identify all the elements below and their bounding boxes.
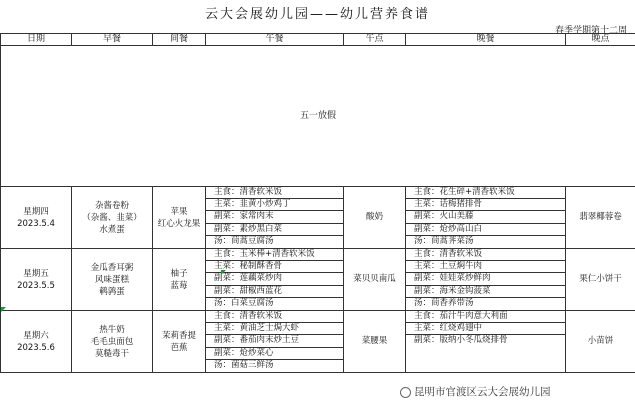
afternoon-cell: 菜贝贝南瓜 — [344, 249, 406, 311]
weekday: 星期四 — [23, 206, 49, 217]
breakfast-item: 风味蛋糕 — [94, 274, 129, 285]
day-row-fri — [1, 249, 635, 311]
menu-table — [0, 33, 635, 373]
snack-item: 红心火龙果 — [157, 218, 201, 229]
lunch-cell — [206, 249, 344, 311]
dinner-item: 主菜：话梅猪排骨 — [406, 199, 565, 211]
breakfast-item: 鹌鹑蛋 — [99, 286, 125, 297]
dinner-item: 主菜：红烧鸡翅中 — [406, 323, 565, 335]
dinner-cell — [406, 187, 566, 249]
lunch-item: 副菜：甜椒西蓝花 — [206, 286, 343, 298]
evening-cell: 小苗饼 — [566, 311, 635, 373]
day-row-sat — [1, 311, 635, 373]
weekday: 星期六 — [23, 330, 49, 341]
lunch-item: 主菜：秘制酥香骨 — [206, 261, 343, 273]
lunch-item: 副菜：番茄肉末炒土豆 — [206, 335, 343, 347]
date: 2023.5.5 — [17, 280, 55, 291]
snack-item: 柚子 — [170, 268, 188, 279]
breakfast-item: 热牛奶 — [99, 324, 125, 335]
snack-item: 芭蕉 — [170, 342, 188, 353]
breakfast-cell — [72, 249, 153, 311]
header-lunch: 午餐 — [206, 34, 344, 46]
afternoon-cell: 酸奶 — [344, 187, 406, 249]
date: 2023.5.6 — [17, 342, 55, 353]
breakfast-item: 水煮蛋 — [99, 224, 125, 235]
dinner-item: 汤：茼蒿荠菜汤 — [414, 235, 474, 246]
watermark-text: 昆明市官渡区云大会展幼儿园 — [414, 386, 551, 398]
dinner-item: 主食：花生碎+清香软米饭 — [406, 187, 565, 199]
breakfast-cell — [72, 311, 153, 373]
holiday-cell: 五一放假 — [1, 46, 635, 187]
lunch-item: 主菜：黄油芝士焗大虾 — [206, 323, 343, 335]
lunch-item: 副菜：素炒黑白菜 — [206, 224, 343, 236]
lunch-cell — [206, 311, 344, 373]
header-row — [1, 34, 635, 46]
lunch-cell — [206, 187, 344, 249]
lunch-item: 主食：清香软米饭 — [206, 311, 343, 323]
snack-item: 苹果 — [170, 206, 188, 217]
weekday: 星期五 — [23, 268, 49, 279]
header-afternoon: 午点 — [344, 34, 406, 46]
date-cell — [1, 187, 72, 249]
dinner-item: 主菜：土豆焖牛肉 — [406, 261, 565, 273]
evening-cell: 果仁小饼干 — [566, 249, 635, 311]
dinner-item: 副菜：火山美藤 — [406, 211, 565, 223]
dinner-cell — [406, 311, 566, 373]
snack-item: 蓝莓 — [170, 280, 188, 291]
evening-cell: 翡翠椰蓉卷 — [566, 187, 635, 249]
dinner-item: 主食：清香软米饭 — [406, 249, 565, 261]
lunch-item: 主食：清香软米饭 — [206, 187, 343, 199]
date-cell — [1, 249, 72, 311]
lunch-item: 汤：茼蒿豆腐汤 — [214, 235, 274, 246]
header-evening: 晚点 — [566, 34, 635, 46]
snack-cell — [153, 311, 206, 373]
lunch-item: 副菜：莲藕菜炒肉 — [206, 273, 343, 285]
dinner-item: 汤：茼香养带汤 — [414, 297, 474, 308]
lunch-item: 副菜：炝炒菜心 — [206, 348, 343, 360]
dinner-item: 副菜：版纳小冬瓜烧排骨 — [414, 335, 508, 346]
snack-item: 茉莉香提 — [161, 330, 196, 341]
breakfast-cell — [72, 187, 153, 249]
snack-cell — [153, 249, 206, 311]
dinner-item: 副菜：炝炒高山白 — [406, 224, 565, 236]
afternoon-cell: 菜腰果 — [344, 311, 406, 373]
lunch-item: 汤：白菜豆腐汤 — [214, 297, 274, 308]
dinner-cell — [406, 249, 566, 311]
cell-comment-marker — [221, 270, 226, 275]
day-row-thu — [1, 187, 635, 249]
breakfast-item: 毛毛虫面包 — [90, 336, 134, 347]
dinner-item: 副菜：海米金钩菠菜 — [406, 286, 565, 298]
header-date: 日期 — [1, 34, 72, 46]
week-label: 春季学期第十二周 — [554, 26, 627, 36]
header-breakfast: 早餐 — [72, 34, 153, 46]
date-cell — [1, 311, 72, 373]
lunch-item: 副菜：家常肉末 — [206, 211, 343, 223]
cell-comment-marker — [1, 307, 6, 312]
breakfast-item: （杂酱、韭菜） — [82, 212, 142, 223]
lunch-item: 主菜：韭黄小炒鸡丁 — [206, 199, 343, 211]
date: 2023.5.4 — [17, 218, 55, 229]
header-dinner: 晚餐 — [406, 34, 566, 46]
wechat-icon — [400, 387, 411, 398]
dinner-item: 主食：茄汁牛肉意大利面 — [406, 311, 565, 323]
watermark — [398, 384, 553, 399]
lunch-item: 汤：菌菇三鲜汤 — [214, 359, 274, 370]
snack-cell — [153, 187, 206, 249]
breakfast-item: 莫糙毒干 — [94, 348, 129, 359]
header-snack: 间餐 — [153, 34, 206, 46]
holiday-row — [1, 46, 635, 187]
lunch-item: 主食：玉米棒+清香软米饭 — [206, 249, 343, 261]
dinner-item: 副菜：娃娃菜炒鲜肉 — [406, 273, 565, 285]
breakfast-item: 杂酱卷粉 — [94, 200, 129, 211]
breakfast-item: 金瓜香耳粥 — [90, 262, 134, 273]
page-title: 云大会展幼儿园——幼儿营养食谱 — [204, 7, 430, 22]
